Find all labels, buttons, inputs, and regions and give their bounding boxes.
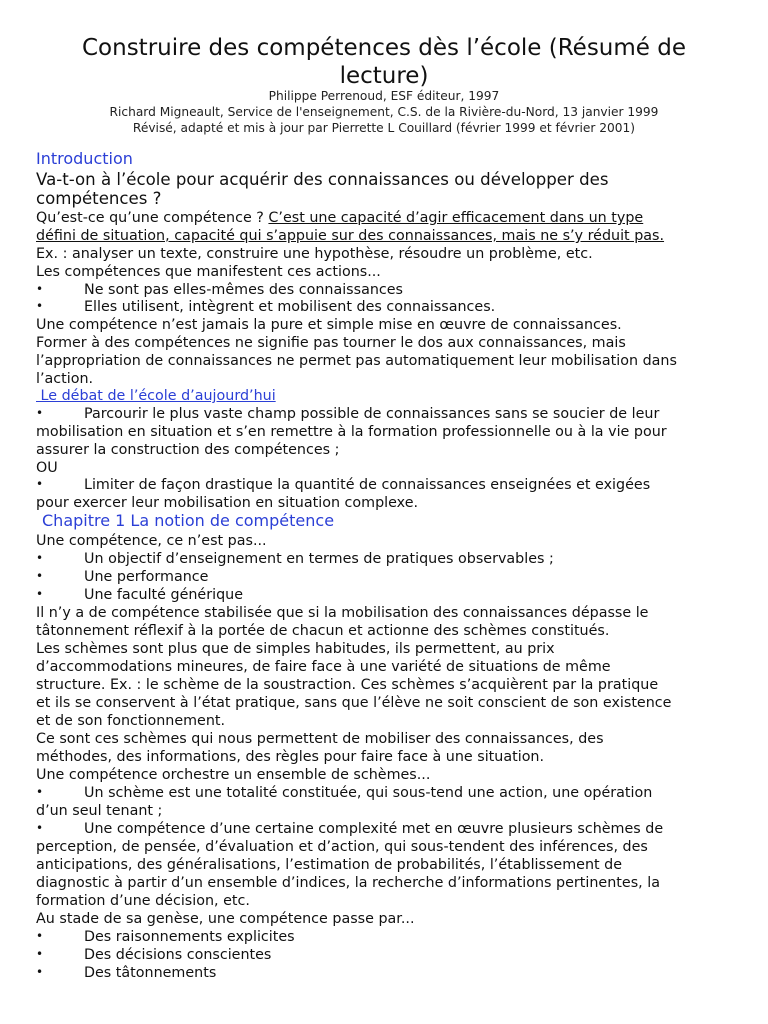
definition-line-2: défini de situation, capacité qui s’appuie sur des connaissances, mais ne s’y réduit pas. <box>36 228 665 244</box>
bullet-icon: • <box>36 785 44 799</box>
paragraph-line: structure. Ex. : le schème de la soustraction. Ces schèmes s’acquièrent par la pratique <box>36 677 659 693</box>
bullet-icon: • <box>36 929 44 943</box>
list-item: Ne sont pas elles-mêmes des connaissances <box>84 282 404 298</box>
list-item: Limiter de façon drastique la quantité de connaissances enseignées et exigées <box>84 477 651 493</box>
paragraph-line: méthodes, des informations, des règles pour faire face à une situation. <box>36 749 545 765</box>
bullet-icon: • <box>36 965 44 979</box>
paragraph-line: d’un seul tenant ; <box>36 803 163 819</box>
debate-heading-link[interactable]: Le débat de l’école d’aujourd’hui <box>36 388 276 404</box>
list-item: Une performance <box>84 569 209 585</box>
list-item: Un objectif d’enseignement en termes de pratiques observables ; <box>84 551 554 567</box>
or-line: OU <box>36 460 58 476</box>
definition-text-1: C’est une capacité d’agir efficacement dans un type <box>268 210 644 226</box>
bullet-icon: • <box>36 299 44 313</box>
question-line-1: Va-t-on à l’école pour acquérir des connaissances ou développer des <box>36 170 609 189</box>
question-line-2: compétences ? <box>36 189 162 208</box>
paragraph-line: et de son fonctionnement. <box>36 713 226 729</box>
definition-line-1 <box>36 209 643 227</box>
list-item: Une compétence d’une certaine complexité met en œuvre plusieurs schèmes de <box>84 821 664 837</box>
bullet-icon: • <box>36 477 44 491</box>
paragraph-line: perception, de pensée, d’évaluation et d’action, qui sous-tendent des inférences, des <box>36 839 648 855</box>
paragraph-line: l’action. <box>36 371 94 387</box>
bullet-icon: • <box>36 569 44 583</box>
paragraph-line: Il n’y a de compétence stabilisée que si la mobilisation des connaissances dépasse le <box>36 605 649 621</box>
author-line: Philippe Perrenoud, ESF éditeur, 1997 <box>268 89 500 103</box>
paragraph-line: assurer la construction des compétences ; <box>36 442 340 458</box>
revised-line: Révisé, adapté et mis à jour par Pierrette L Couillard (février 1999 et février 2001) <box>132 121 636 135</box>
list-item: Des raisonnements explicites <box>84 929 295 945</box>
paragraph-line: Une compétence orchestre un ensemble de schèmes... <box>36 767 431 783</box>
paragraph-line: Une compétence n’est jamais la pure et simple mise en œuvre de connaissances. <box>36 317 622 333</box>
list-item: Des tâtonnements <box>84 965 217 981</box>
paragraph-line: pour exercer leur mobilisation en situation complexe. <box>36 495 419 511</box>
paragraph-line: Au stade de sa genèse, une compétence passe par... <box>36 911 415 927</box>
list-item: Une faculté générique <box>84 587 244 603</box>
example-line: Ex. : analyser un texte, construire une hypothèse, résoudre un problème, etc. <box>36 246 593 262</box>
bullet-icon: • <box>36 406 44 420</box>
definition-prefix: Qu’est-ce qu’une compétence ? <box>36 210 269 226</box>
paragraph-line: diagnostic à partir d’un ensemble d’indices, la recherche d’informations pertinentes, la <box>36 875 660 891</box>
list-item: Elles utilisent, intègrent et mobilisent des connaissances. <box>84 299 496 315</box>
list-item: Des décisions conscientes <box>84 947 272 963</box>
paragraph-line: d’accommodations mineures, de faire face à une variété de situations de même <box>36 659 611 675</box>
bullet-icon: • <box>36 947 44 961</box>
bullet-icon: • <box>36 821 44 835</box>
paragraph-line: Former à des compétences ne signifie pas tourner le dos aux connaissances, mais <box>36 335 626 351</box>
paragraph-line: l’appropriation de connaissances ne permet pas automatiquement leur mobilisation dans <box>36 353 677 369</box>
service-line: Richard Migneault, Service de l'enseignement, C.S. de la Rivière-du-Nord, 13 janvier 1999 <box>109 105 659 119</box>
bullet-icon: • <box>36 551 44 565</box>
title-line-1: Construire des compétences dès l’école (Résumé de <box>81 35 686 61</box>
bullet-icon: • <box>36 587 44 601</box>
document-title <box>40 34 728 90</box>
paragraph-line: Une compétence, ce n’est pas... <box>36 533 267 549</box>
paragraph-line: Les schèmes sont plus que de simples habitudes, ils permettent, au prix <box>36 641 555 657</box>
chapter-1-heading: Chapitre 1 La notion de compétence <box>42 511 335 530</box>
manifest-line: Les compétences que manifestent ces actions... <box>36 264 381 280</box>
list-item: Parcourir le plus vaste champ possible de connaissances sans se soucier de leur <box>84 406 660 422</box>
paragraph-line: tâtonnement réflexif à la portée de chacun et actionne des schèmes constitués. <box>36 623 610 639</box>
introduction-heading: Introduction <box>36 149 133 168</box>
paragraph-line: formation d’une décision, etc. <box>36 893 250 909</box>
paragraph-line: anticipations, des généralisations, l’estimation de probabilités, l’établissement de <box>36 857 623 873</box>
list-item: Un schème est une totalité constituée, qui sous-tend une action, une opération <box>84 785 653 801</box>
paragraph-line: et ils se conservent à l’état pratique, sans que l’élève ne soit conscient de son existence <box>36 695 672 711</box>
bullet-icon: • <box>36 282 44 296</box>
title-line-2: lecture) <box>339 63 429 89</box>
paragraph-line: mobilisation en situation et s’en remettre à la formation professionnelle ou à la vie pour <box>36 424 667 440</box>
paragraph-line: Ce sont ces schèmes qui nous permettent de mobiliser des connaissances, des <box>36 731 604 747</box>
